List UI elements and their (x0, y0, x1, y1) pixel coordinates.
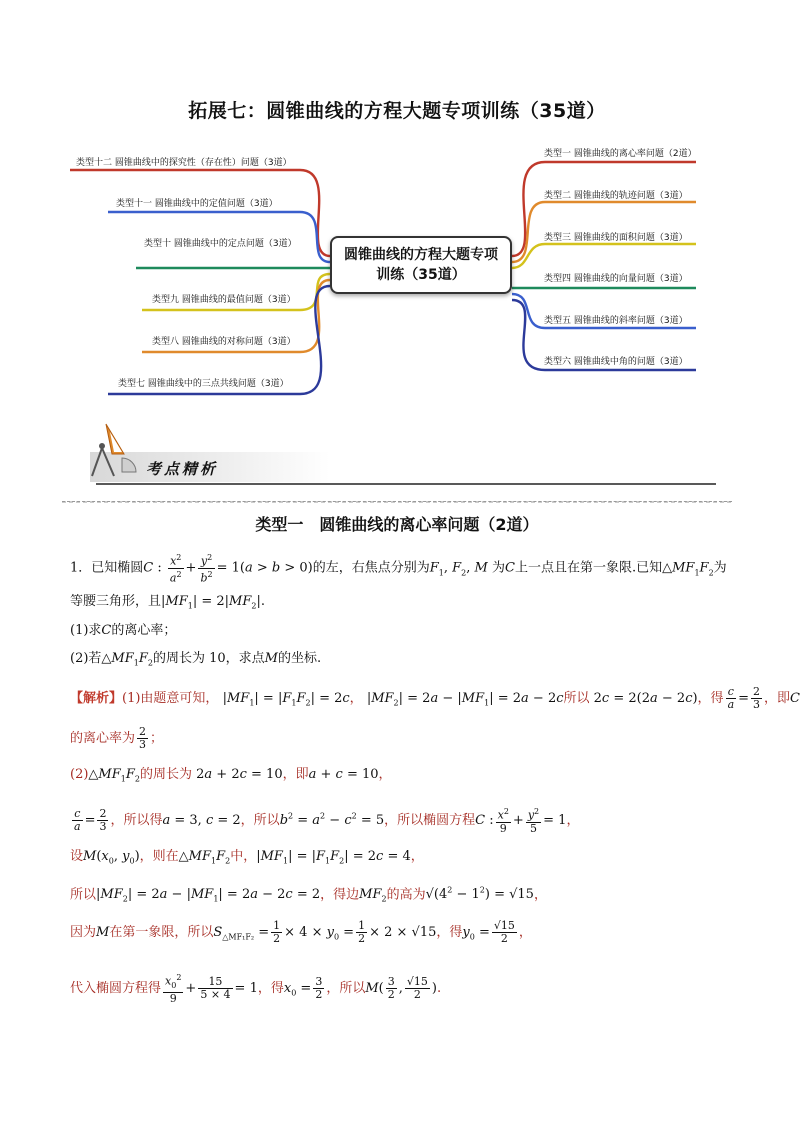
mindmap-branch-left-4: 类型九 圆锥曲线的最值问题（3道） (152, 295, 296, 305)
mindmap-branch-right-3: 类型三 圆锥曲线的面积问题（3道） (544, 233, 688, 243)
page-title: 拓展七：圆锥曲线的方程大题专项训练（35道） (188, 100, 606, 122)
solution-line-4: $\frac{c}{a}$ = $\frac{2}{3}$ ，所以得a = 3, c = 2，所以$b^2 = a^2 - c^2 = 5$，所以椭圆方程C : $\frac{x^2}{9}$ + $\frac{y^2}{5}$ = 1， (74, 806, 580, 835)
mindmap-branch-right-5: 类型五 圆锥曲线的斜率问题（3道） (544, 316, 688, 326)
solution-line-6: 所以$|MF_2| = 2a - |MF_1| = 2a - 2c = 2$，得边$MF_2$的高为$√(4^2 - 1^2) = √15$， (70, 886, 547, 904)
mindmap-branch-left-1: 类型十二 圆锥曲线中的探究性（存在性）问题（3道） (76, 158, 292, 168)
mindmap-branch-right-4: 类型四 圆锥曲线的向量问题（3道） (544, 274, 688, 284)
solution-line-5: 设$M(x_0$, $y_0$)，则在$\triangle MF_1F_2$中，$|MF_1| = |F_1F_2| = 2c = 4$， (70, 849, 424, 866)
mindmap-branch-left-5: 类型八 圆锥曲线的对称问题（3道） (152, 337, 296, 347)
mindmap-branch-line-left-2 (108, 212, 330, 262)
mindmap-branch-left-3: 类型十 圆锥曲线中的定点问题（3道） (144, 239, 297, 249)
problem-q2: (2)若$\triangle MF_1F_2$的周长为 10，求点M的坐标. (70, 651, 322, 668)
solution-line-7: 因为M在第一象限，所以$S_{\triangle MF_1F_2}$ = $\frac{1}{2}$ × $4 \times y_0$ = $\frac{1}{2}$ × 2 × √15，得$y_0$ = $\frac{√15}{2}$ ， (70, 919, 532, 945)
solution-line-8: 代入椭圆方程得 $\frac{x_0^2}{9}$ + $\frac{15}{5 \times 4}$ = 1，得$x_0$ = $\frac{3}{2}$ ，所以M( $\frac{3}{2}$ , $\frac{√15}{2}$ ). (70, 973, 442, 1005)
type-heading: 类型一 圆锥曲线的离心率问题（2道） (255, 515, 539, 534)
mindmap-center: 圆锥曲线的方程大题专项训练（35道） (330, 236, 512, 294)
solution-line-3: $(2)\triangle MF_1F_2$的周长为 2a + 2c = 10，即a + c = 10， (70, 767, 392, 784)
mindmap-branch-left-6: 类型七 圆锥曲线中的三点共线问题（3道） (118, 379, 289, 389)
problem-line-1: 1．已知椭圆C : $\frac{x^2}{a^2}$ + $\frac{y^2}{b^2}$ = 1(a > b > 0)的左，右焦点分别为$F_1$, $F_2$, M 为C上一点且在第一象限.已知$\triangle MF_1F_2$为 (70, 553, 727, 585)
problem-q1: (1)求C的离心率； (70, 623, 177, 638)
mindmap-branch-right-6: 类型六 圆锥曲线中角的问题（3道） (544, 357, 688, 367)
problem-line-2: 等腰三角形，且$|MF_1| = 2|MF_2|$. (70, 594, 265, 611)
mindmap-branch-right-1: 类型一 圆锥曲线的离心率问题（2道） (544, 149, 697, 159)
mindmap-branch-line-right-3 (512, 244, 696, 268)
mindmap-branch-left-2: 类型十一 圆锥曲线中的定值问题（3道） (116, 199, 278, 209)
dashed-divider (62, 501, 732, 502)
mindmap-branch-right-2: 类型二 圆锥曲线的轨迹问题（3道） (544, 191, 688, 201)
section-label: 考点精析 (146, 460, 219, 478)
solution-line-2: 的离心率为 $\frac{2}{3}$ ； (70, 725, 164, 751)
solution-line-1: 【解析】(1)由题意可知， $|MF_1| = |F_1F_2| = 2c$， $|MF_2| = 2a - |MF_1| = 2a - 2c$所以 2c = 2(2a − 2c)，得 $\frac{c}{a}$ = $\frac{2}{3}$ ，即C (70, 685, 800, 711)
